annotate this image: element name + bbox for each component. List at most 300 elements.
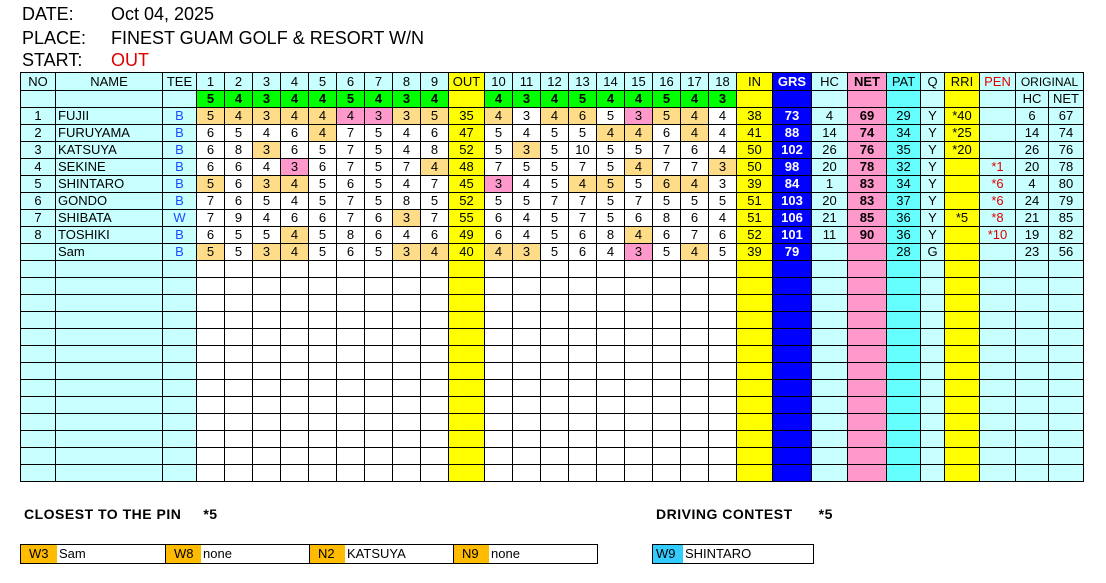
hole-score — [541, 414, 569, 431]
par-blank — [848, 91, 887, 108]
putts — [887, 397, 921, 414]
rri: *20 — [945, 142, 980, 159]
hole-score — [197, 278, 225, 295]
hole-score — [309, 397, 337, 414]
hole-score: 6 — [653, 125, 681, 142]
hole-score — [253, 448, 281, 465]
handicap — [812, 414, 848, 431]
player-tee — [163, 329, 197, 346]
hole-score: 5 — [709, 193, 737, 210]
hole-score — [709, 414, 737, 431]
penalty: *10 — [980, 227, 1016, 244]
par-cell: 4 — [421, 91, 449, 108]
par-cell: 5 — [569, 91, 597, 108]
hole-score: 5 — [597, 210, 625, 227]
hole-score — [541, 329, 569, 346]
hole-score: 5 — [513, 159, 541, 176]
hole-score — [541, 431, 569, 448]
penalty: *6 — [980, 193, 1016, 210]
hole-score — [541, 261, 569, 278]
hole-score: 6 — [569, 244, 597, 261]
player-no — [21, 261, 56, 278]
player-tee — [163, 278, 197, 295]
hole-score: 5 — [541, 125, 569, 142]
hole-score: 8 — [225, 142, 253, 159]
par-cell: 5 — [653, 91, 681, 108]
hole-score — [709, 346, 737, 363]
place-label: PLACE: — [22, 28, 87, 48]
net-score: 76 — [848, 142, 887, 159]
hole-score: 4 — [597, 125, 625, 142]
hole-score — [365, 329, 393, 346]
hole-score — [625, 261, 653, 278]
hole-score — [309, 261, 337, 278]
hole-score — [309, 448, 337, 465]
hole-score — [653, 380, 681, 397]
hole-score: 6 — [709, 227, 737, 244]
net-score — [848, 329, 887, 346]
player-row — [21, 108, 1084, 125]
hole-score: 5 — [485, 142, 513, 159]
in-total — [737, 380, 773, 397]
par-blank — [945, 91, 980, 108]
original-net — [1049, 312, 1084, 329]
hole-score — [225, 312, 253, 329]
hole-score: 5 — [309, 142, 337, 159]
net-score: 74 — [848, 125, 887, 142]
hole-score: 4 — [421, 244, 449, 261]
rri — [945, 329, 980, 346]
penalty — [980, 125, 1016, 142]
hole-score — [253, 380, 281, 397]
hole-score: 5 — [541, 159, 569, 176]
hole-score: 3 — [709, 159, 737, 176]
hole-score — [253, 295, 281, 312]
rri — [945, 278, 980, 295]
hole-score — [597, 278, 625, 295]
hole-score — [365, 363, 393, 380]
par-cell: 4 — [625, 91, 653, 108]
qualifier — [921, 414, 945, 431]
hole-score: 4 — [309, 125, 337, 142]
player-name: KATSUYA — [56, 142, 163, 159]
player-name — [56, 465, 163, 482]
hole-score — [541, 448, 569, 465]
hole-score — [281, 261, 309, 278]
place-line — [22, 27, 424, 49]
hole-score — [421, 295, 449, 312]
gross-score — [773, 329, 812, 346]
in-total: 50 — [737, 159, 773, 176]
original-hc: 24 — [1016, 193, 1049, 210]
hole-score — [365, 380, 393, 397]
empty-row — [21, 465, 1084, 482]
penalty — [980, 142, 1016, 159]
player-no: 3 — [21, 142, 56, 159]
penalty — [980, 329, 1016, 346]
hole-score: 5 — [653, 193, 681, 210]
rri — [945, 176, 980, 193]
hole-score — [393, 465, 421, 482]
gross-score — [773, 278, 812, 295]
hole-score: 6 — [197, 159, 225, 176]
par-cell: 4 — [281, 91, 309, 108]
par-blank — [737, 91, 773, 108]
hole-score — [513, 312, 541, 329]
driving-hole-w9: W9 — [653, 545, 683, 563]
hole-score — [485, 346, 513, 363]
col-header-hole: 16 — [653, 73, 681, 91]
start-label: START: — [22, 50, 83, 70]
hole-score — [197, 414, 225, 431]
hole-score — [541, 312, 569, 329]
hole-score — [337, 363, 365, 380]
hole-score — [309, 380, 337, 397]
closest-title-text: CLOSEST TO THE PIN — [24, 506, 182, 522]
par-blank — [773, 91, 812, 108]
col-header-hole: 1 — [197, 73, 225, 91]
hole-score — [681, 465, 709, 482]
net-score — [848, 346, 887, 363]
putts: 34 — [887, 125, 921, 142]
putts — [887, 278, 921, 295]
original-hc — [1016, 380, 1049, 397]
original-net: 78 — [1049, 159, 1084, 176]
hole-score: 7 — [625, 193, 653, 210]
hole-score — [253, 397, 281, 414]
original-net — [1049, 278, 1084, 295]
hole-score — [281, 346, 309, 363]
hole-score: 4 — [709, 108, 737, 125]
hole-score: 4 — [625, 125, 653, 142]
hole-score: 10 — [569, 142, 597, 159]
hole-score — [709, 295, 737, 312]
hole-score: 5 — [225, 125, 253, 142]
col-header-hole: 10 — [485, 73, 513, 91]
qualifier — [921, 363, 945, 380]
player-tee: B — [163, 125, 197, 142]
par-blank — [887, 91, 921, 108]
rri — [945, 346, 980, 363]
hole-score — [513, 329, 541, 346]
hole-score — [197, 312, 225, 329]
hole-score — [625, 363, 653, 380]
original-hc — [1016, 261, 1049, 278]
col-header-hole: 6 — [337, 73, 365, 91]
player-tee: B — [163, 227, 197, 244]
handicap — [812, 346, 848, 363]
hole-score — [225, 397, 253, 414]
closest-hole-n9: N9 — [453, 545, 489, 563]
qualifier: Y — [921, 108, 945, 125]
hole-score: 5 — [197, 108, 225, 125]
par-cell: 4 — [597, 91, 625, 108]
hole-score: 7 — [393, 159, 421, 176]
in-total — [737, 346, 773, 363]
hole-score — [421, 346, 449, 363]
hole-score — [653, 397, 681, 414]
handicap — [812, 312, 848, 329]
hole-score: 5 — [625, 142, 653, 159]
in-total — [737, 448, 773, 465]
hole-score: 4 — [513, 227, 541, 244]
rri — [945, 227, 980, 244]
rri — [945, 465, 980, 482]
hole-score: 6 — [225, 176, 253, 193]
player-name: SEKINE — [56, 159, 163, 176]
qualifier — [921, 380, 945, 397]
hole-score — [597, 261, 625, 278]
player-name — [56, 363, 163, 380]
closest-hole-n2: N2 — [309, 545, 345, 563]
hole-score: 4 — [281, 193, 309, 210]
hole-score: 5 — [541, 210, 569, 227]
original-hc: 19 — [1016, 227, 1049, 244]
hole-score — [485, 465, 513, 482]
hole-score — [225, 261, 253, 278]
hole-score: 6 — [309, 159, 337, 176]
hole-score: 6 — [569, 227, 597, 244]
hole-score — [421, 380, 449, 397]
hole-score — [393, 295, 421, 312]
net-score — [848, 244, 887, 261]
original-hc: 4 — [1016, 176, 1049, 193]
hole-score — [421, 363, 449, 380]
empty-row — [21, 278, 1084, 295]
place-value: FINEST GUAM GOLF & RESORT W/N — [111, 28, 425, 48]
gross-score — [773, 380, 812, 397]
hole-score — [421, 448, 449, 465]
hole-score — [569, 278, 597, 295]
hole-score — [421, 414, 449, 431]
empty-row — [21, 397, 1084, 414]
in-total — [737, 278, 773, 295]
hole-score: 4 — [393, 125, 421, 142]
hole-score — [513, 431, 541, 448]
hole-score: 4 — [709, 142, 737, 159]
hole-score — [569, 295, 597, 312]
net-score: 90 — [848, 227, 887, 244]
player-name — [56, 278, 163, 295]
col-header-tee: TEE — [163, 73, 197, 91]
player-tee — [163, 465, 197, 482]
hole-score — [365, 295, 393, 312]
hole-score: 4 — [513, 210, 541, 227]
hole-score — [365, 414, 393, 431]
gross-score — [773, 465, 812, 482]
qualifier: Y — [921, 210, 945, 227]
hole-score — [485, 414, 513, 431]
hole-score: 7 — [197, 210, 225, 227]
player-name: SHIBATA — [56, 210, 163, 227]
hole-score: 5 — [597, 176, 625, 193]
par-cell: 5 — [197, 91, 225, 108]
gross-score — [773, 414, 812, 431]
original-hc — [1016, 329, 1049, 346]
hole-score — [421, 397, 449, 414]
hole-score — [625, 380, 653, 397]
hole-score — [485, 448, 513, 465]
closest-name-w3: Sam — [59, 546, 86, 561]
hole-score: 5 — [541, 142, 569, 159]
hole-score — [309, 278, 337, 295]
gross-score — [773, 295, 812, 312]
player-name: GONDO — [56, 193, 163, 210]
hole-score — [681, 346, 709, 363]
penalty — [980, 244, 1016, 261]
penalty — [980, 346, 1016, 363]
hole-score: 5 — [681, 193, 709, 210]
par-cell: 4 — [365, 91, 393, 108]
gross-score: 101 — [773, 227, 812, 244]
gross-score — [773, 346, 812, 363]
original-net: 85 — [1049, 210, 1084, 227]
player-name — [56, 414, 163, 431]
hole-score — [569, 448, 597, 465]
hole-score — [421, 278, 449, 295]
in-total: 39 — [737, 244, 773, 261]
hole-score — [197, 329, 225, 346]
hole-score: 6 — [569, 108, 597, 125]
closest-to-pin-title — [24, 506, 218, 522]
hole-score — [569, 380, 597, 397]
col-header-hole: 7 — [365, 73, 393, 91]
hole-score — [281, 448, 309, 465]
net-score: 85 — [848, 210, 887, 227]
player-tee — [163, 346, 197, 363]
hole-score: 9 — [225, 210, 253, 227]
penalty — [980, 108, 1016, 125]
player-name — [56, 329, 163, 346]
hole-score: 7 — [421, 210, 449, 227]
putts — [887, 465, 921, 482]
original-hc: 26 — [1016, 142, 1049, 159]
hole-score — [393, 363, 421, 380]
putts: 29 — [887, 108, 921, 125]
qualifier: Y — [921, 125, 945, 142]
in-total — [737, 329, 773, 346]
qualifier — [921, 278, 945, 295]
net-score: 83 — [848, 176, 887, 193]
par-cell: 5 — [337, 91, 365, 108]
hole-score: 6 — [197, 227, 225, 244]
penalty — [980, 397, 1016, 414]
player-tee: B — [163, 159, 197, 176]
hole-score — [337, 431, 365, 448]
net-score — [848, 261, 887, 278]
hole-score: 7 — [337, 193, 365, 210]
qualifier — [921, 346, 945, 363]
putts — [887, 261, 921, 278]
in-total — [737, 431, 773, 448]
out-total — [449, 278, 485, 295]
hole-score — [225, 295, 253, 312]
in-total — [737, 312, 773, 329]
hole-score — [709, 431, 737, 448]
player-tee — [163, 448, 197, 465]
hole-score: 5 — [513, 193, 541, 210]
hole-score: 7 — [569, 159, 597, 176]
hole-score — [709, 397, 737, 414]
qualifier — [921, 448, 945, 465]
out-total: 52 — [449, 142, 485, 159]
hole-score: 4 — [281, 176, 309, 193]
putts — [887, 329, 921, 346]
original-hc — [1016, 278, 1049, 295]
hole-score — [597, 295, 625, 312]
out-total — [449, 397, 485, 414]
putts — [887, 431, 921, 448]
hole-score — [337, 278, 365, 295]
hole-score — [485, 363, 513, 380]
hole-score — [709, 312, 737, 329]
player-tee — [163, 261, 197, 278]
net-score: 78 — [848, 159, 887, 176]
original-net — [1049, 261, 1084, 278]
in-total: 52 — [737, 227, 773, 244]
hole-score: 5 — [365, 244, 393, 261]
player-tee — [163, 397, 197, 414]
net-score — [848, 380, 887, 397]
original-hc — [1016, 448, 1049, 465]
hole-score: 3 — [253, 176, 281, 193]
rri — [945, 295, 980, 312]
net-score: 69 — [848, 108, 887, 125]
hole-score: 6 — [365, 227, 393, 244]
hole-score — [625, 346, 653, 363]
rri — [945, 397, 980, 414]
player-name — [56, 295, 163, 312]
date-line — [22, 3, 214, 25]
start-line — [22, 49, 149, 71]
player-no — [21, 431, 56, 448]
net-score — [848, 278, 887, 295]
hole-score — [281, 312, 309, 329]
original-net: 67 — [1049, 108, 1084, 125]
hole-score — [541, 380, 569, 397]
hole-score: 6 — [625, 210, 653, 227]
penalty: *1 — [980, 159, 1016, 176]
hole-score — [597, 380, 625, 397]
hole-score — [513, 261, 541, 278]
original-hc — [1016, 312, 1049, 329]
player-no — [21, 363, 56, 380]
putts — [887, 448, 921, 465]
hole-score — [653, 414, 681, 431]
rri — [945, 244, 980, 261]
in-total: 50 — [737, 142, 773, 159]
original-net: 74 — [1049, 125, 1084, 142]
handicap — [812, 295, 848, 312]
hole-score — [393, 346, 421, 363]
hole-score: 5 — [709, 244, 737, 261]
col-header-no: NO — [21, 73, 56, 91]
player-row — [21, 210, 1084, 227]
hole-score — [309, 363, 337, 380]
par-blank — [812, 91, 848, 108]
qualifier — [921, 312, 945, 329]
col-header-hole: 4 — [281, 73, 309, 91]
driving-title-text: DRIVING CONTEST — [656, 506, 793, 522]
date-label: DATE: — [22, 4, 74, 24]
hole-score: 6 — [653, 176, 681, 193]
col-header-hole: 18 — [709, 73, 737, 91]
hole-score — [513, 346, 541, 363]
gross-score: 102 — [773, 142, 812, 159]
out-total — [449, 414, 485, 431]
hole-score — [485, 380, 513, 397]
hole-score: 6 — [485, 210, 513, 227]
